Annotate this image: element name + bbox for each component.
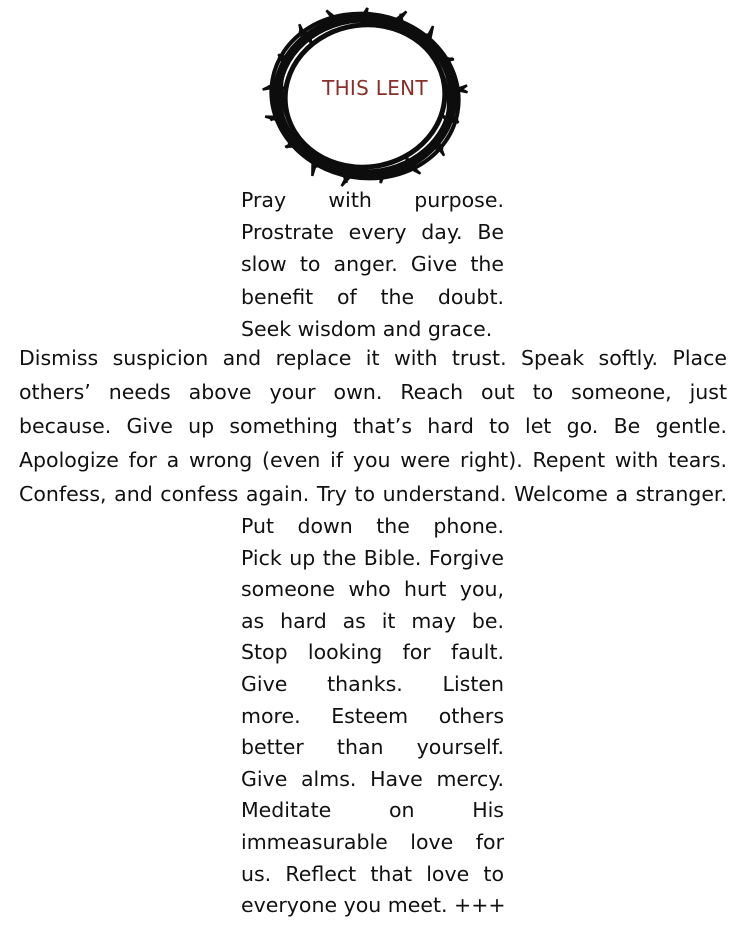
- text-line: Meditate on His: [241, 798, 504, 823]
- page-title: THIS LENT: [322, 76, 428, 100]
- text-line: Stop looking for fault.: [241, 640, 504, 665]
- text-line: more. Esteem others: [241, 703, 504, 728]
- paragraph-closing: [241, 511, 504, 922]
- text-line: Pick up the Bible. Forgive: [241, 545, 504, 570]
- text-line: Give thanks. Listen: [241, 671, 504, 696]
- thorn-mark: [406, 155, 409, 166]
- text-line: Pray with purpose.: [241, 188, 504, 212]
- text-line: slow to anger. Give the: [241, 252, 504, 277]
- thorn-mark: [308, 34, 311, 45]
- text-line: Apologize for a wrong (even if you were right). Repent with tears.: [19, 448, 727, 472]
- text-line: someone who hurt you,: [241, 577, 504, 602]
- text-line: better than yourself.: [241, 735, 504, 760]
- text-line: Give alms. Have mercy.: [241, 766, 504, 791]
- text-line: Put down the phone.: [241, 514, 504, 538]
- text-line: Prostrate every day. Be: [241, 220, 504, 245]
- text-line: everyone you meet. +++: [241, 893, 506, 918]
- text-line: immeasurable love for: [241, 829, 504, 854]
- text-line: because. Give up something that’s hard to let go. Be gentle.: [19, 414, 727, 438]
- text-line: Seek wisdom and grace.: [241, 316, 493, 341]
- text-line: us. Reflect that love to: [241, 861, 504, 886]
- paragraph-wide: [19, 341, 727, 511]
- text-line: Dismiss suspicion and replace it with trust. Speak softly. Place: [19, 346, 727, 370]
- text-line: Confess, and confess again. Try to understand. Welcome a stranger.: [19, 482, 727, 506]
- text-line: others’ needs above your own. Reach out to someone, just: [19, 380, 727, 404]
- text-line: benefit of the doubt.: [241, 284, 504, 309]
- paragraph-intro: [241, 184, 504, 345]
- text-line: as hard as it may be.: [241, 608, 504, 633]
